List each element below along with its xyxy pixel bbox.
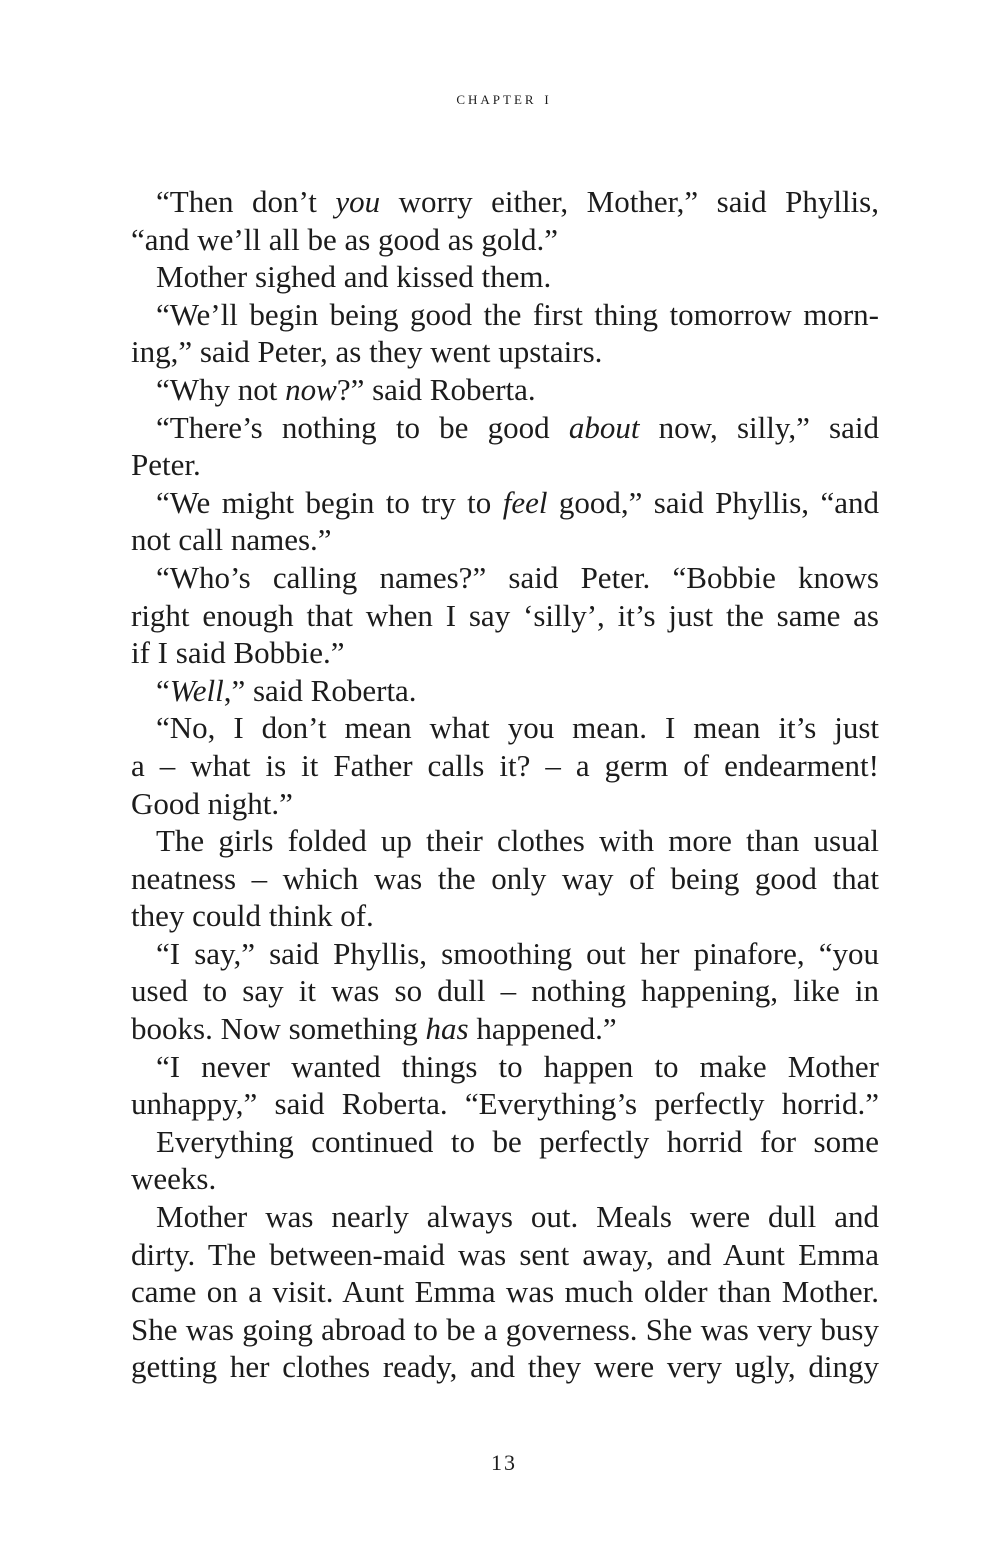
text-segment: “We’ll begin being good the first thing tomorrow morn- (156, 296, 879, 332)
text-segment: good,” said Phyllis, “and (547, 484, 879, 520)
text-segment: Peter. (131, 447, 201, 483)
text-line (131, 860, 879, 898)
text-line (131, 1236, 879, 1274)
text-segment: dirty. The between-maid was sent away, and Aunt Emma (131, 1236, 879, 1272)
text-segment: neatness – which was the only way of being good that (131, 860, 879, 896)
text-segment: ing,” said Peter, as they went upstairs. (131, 334, 603, 370)
body-text (131, 183, 879, 1386)
text-line (131, 371, 879, 409)
text-line (131, 1348, 879, 1386)
text-segment: they could think of. (131, 898, 374, 934)
text-segment: ,” said Roberta. (223, 672, 417, 708)
italic-text: now (285, 371, 337, 407)
text-line (131, 709, 879, 747)
text-line (131, 747, 879, 785)
text-segment: ?” said Roberta. (336, 371, 536, 407)
text-line (131, 258, 879, 296)
text-line (131, 597, 879, 635)
text-segment: happened.” (468, 1011, 617, 1047)
text-line (131, 785, 879, 823)
text-segment: “Why not (156, 371, 286, 407)
text-segment: Mother was nearly always out. Meals were dull and (156, 1199, 879, 1235)
text-segment: She was going abroad to be a governess. She was very busy (131, 1311, 879, 1347)
text-segment: if I said Bobbie.” (131, 635, 345, 671)
text-segment: “Then don’t (156, 184, 336, 219)
text-segment: Good night.” (131, 785, 293, 821)
page-number: 13 (491, 1450, 517, 1475)
text-segment: books. Now something (131, 1011, 426, 1047)
text-line (131, 672, 879, 710)
text-segment: a – what is it Father calls it? – a germ of endearment! (131, 747, 879, 783)
text-segment: used to say it was so dull – nothing happening, like in (131, 973, 879, 1009)
text-segment: “I never wanted things to happen to make Mother (156, 1048, 879, 1084)
text-segment: unhappy,” said Roberta. “Everything’s perfectly horrid.” (131, 1086, 879, 1122)
text-segment: The girls folded up their clothes with more than usual (156, 823, 879, 859)
text-segment: Mother sighed and kissed them. (156, 259, 552, 295)
italic-text: about (568, 409, 640, 445)
text-segment: weeks. (131, 1161, 217, 1197)
text-segment: “ (156, 672, 170, 708)
italic-text: you (335, 184, 381, 219)
text-line (131, 1048, 879, 1086)
text-line (131, 1010, 879, 1048)
text-segment: “and we’ll all be as good as gold.” (131, 221, 558, 257)
text-line (131, 484, 879, 522)
text-line (131, 559, 879, 597)
text-segment: “There’s nothing to be good (156, 409, 569, 445)
text-segment: now, silly,” said (639, 409, 879, 445)
text-line (131, 1160, 879, 1198)
text-line (131, 1085, 879, 1123)
text-segment: getting her clothes ready, and they were very ugly, dingy (131, 1349, 879, 1385)
text-line (131, 183, 879, 221)
text-segment: “No, I don’t mean what you mean. I mean it’s just (156, 710, 879, 746)
text-line (131, 634, 879, 672)
text-segment: worry either, Mother,” said Phyllis, (380, 184, 879, 219)
text-line (131, 409, 879, 447)
text-segment: right enough that when I say ‘silly’, it’s just the same as (131, 597, 879, 633)
text-segment: “I say,” said Phyllis, smoothing out her pinafore, “you (156, 935, 879, 971)
text-line (131, 446, 879, 484)
text-segment: Everything continued to be perfectly horrid for some (156, 1123, 879, 1159)
text-line (131, 296, 879, 334)
text-segment: came on a visit. Aunt Emma was much older than Mother. (131, 1274, 879, 1310)
text-line (131, 972, 879, 1010)
text-line (131, 1311, 879, 1349)
italic-text: has (425, 1011, 469, 1047)
text-line (131, 1273, 879, 1311)
running-head: chapter i (456, 88, 552, 109)
text-line (131, 221, 879, 259)
italic-text: Well (169, 672, 224, 708)
text-line (131, 1198, 879, 1236)
text-segment: not call names.” (131, 522, 332, 558)
text-line (131, 822, 879, 860)
italic-text: feel (502, 484, 548, 520)
text-line (131, 1123, 879, 1161)
text-segment: “Who’s calling names?” said Peter. “Bobbie knows (156, 559, 879, 595)
text-line (131, 897, 879, 935)
text-segment: “We might begin to try to (156, 484, 503, 520)
text-line (131, 521, 879, 559)
text-line (131, 935, 879, 973)
text-line (131, 333, 879, 371)
